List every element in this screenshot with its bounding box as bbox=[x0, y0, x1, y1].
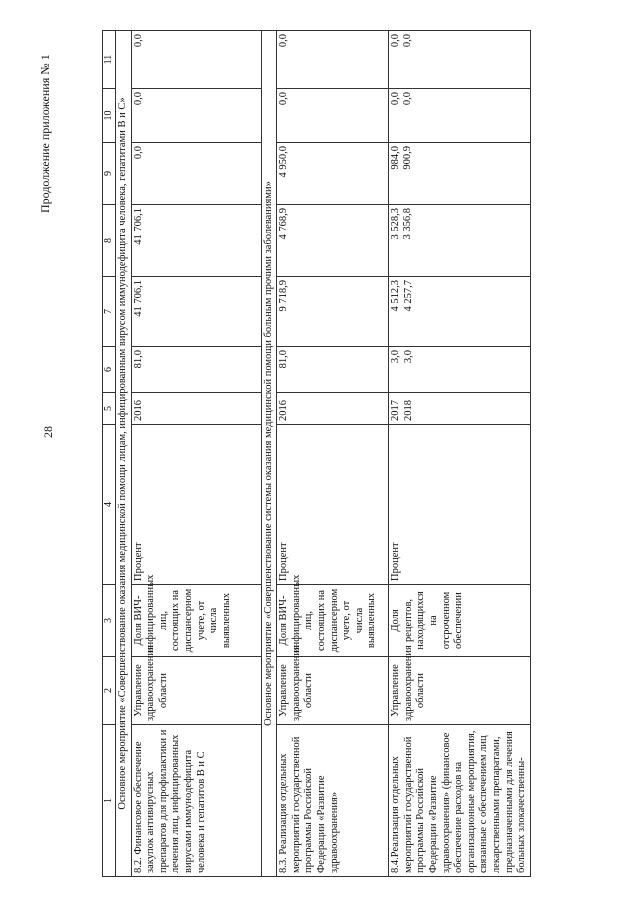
federal-budget-cell bbox=[277, 143, 389, 205]
year-cell bbox=[277, 393, 389, 425]
other-sources-value: 0,0 bbox=[390, 34, 402, 48]
local-budget-value: 0,0 bbox=[132, 92, 144, 106]
target-cell bbox=[389, 347, 531, 393]
header-col-7: 7 bbox=[103, 277, 116, 347]
local-budget-cell bbox=[389, 89, 531, 143]
measure-name: 8.2. Финансовое обеспечение закупок антивирусных препаратов для профилактики и лечения лиц, инфицированных вирусами иммунодефицита человека и гепатитов В и С bbox=[131, 725, 261, 877]
section-row bbox=[116, 31, 132, 877]
header-col-8: 8 bbox=[103, 205, 116, 277]
measure-name: 8.3. Реализация отдельных мероприятий государственной программы Российской Федерации «Развитие здравоохранения» bbox=[277, 725, 389, 877]
header-col-4: 4 bbox=[103, 425, 116, 585]
year-value: 2016 bbox=[132, 400, 144, 421]
regional-budget-cell bbox=[131, 205, 261, 277]
indicator: Доля ВИЧ-инфицированных лиц, состоящих на диспансерном учете, от числа выявленных bbox=[277, 585, 389, 657]
local-budget-cell bbox=[131, 89, 261, 143]
target-value: 3,0 bbox=[390, 350, 402, 364]
unit: Процент bbox=[131, 425, 261, 585]
local-budget-value: 0,0 bbox=[278, 92, 290, 106]
target-value: 81,0 bbox=[278, 350, 290, 369]
total-value: 4 512,3 bbox=[390, 280, 402, 312]
indicator: Доля рецептов, находящихся на отсроченном обеспечении bbox=[389, 585, 531, 657]
table-row bbox=[277, 31, 389, 877]
year-cell bbox=[131, 393, 261, 425]
other-sources-cell bbox=[389, 31, 531, 89]
header-col-2: 2 bbox=[103, 657, 116, 725]
local-budget-cell bbox=[277, 89, 389, 143]
page-number: 28 bbox=[41, 426, 55, 438]
total-cell bbox=[277, 277, 389, 347]
target-value: 3,0 bbox=[403, 350, 415, 364]
header-col-1: 1 bbox=[103, 725, 116, 877]
year-cell bbox=[389, 393, 531, 425]
year-value: 2018 bbox=[403, 400, 415, 421]
regional-budget-cell bbox=[277, 205, 389, 277]
table-row bbox=[389, 31, 531, 877]
regional-budget-value: 3 356,8 bbox=[402, 208, 414, 240]
section-row bbox=[261, 31, 277, 877]
total-value: 41 706,1 bbox=[132, 280, 144, 317]
header-row bbox=[103, 31, 116, 877]
rotated-table-container bbox=[102, 31, 609, 877]
target-cell bbox=[131, 347, 261, 393]
regional-budget-value: 3 528,3 bbox=[390, 208, 402, 240]
header-col-10: 10 bbox=[103, 89, 116, 143]
local-budget-value: 0,0 bbox=[390, 92, 402, 106]
other-sources-cell bbox=[277, 31, 389, 89]
indicator: Доля ВИЧ-инфицированных лиц, состоящих на диспансерном учете, от числа выявленных bbox=[131, 585, 261, 657]
year-value: 2016 bbox=[278, 400, 290, 421]
unit: Процент bbox=[277, 425, 389, 585]
regional-budget-value: 41 706,1 bbox=[132, 208, 144, 245]
header-col-11: 11 bbox=[103, 31, 116, 89]
total-value: 4 257,7 bbox=[403, 280, 415, 312]
federal-budget-value: 4 950,0 bbox=[278, 146, 290, 178]
header-col-9: 9 bbox=[103, 143, 116, 205]
federal-budget-cell bbox=[131, 143, 261, 205]
unit: Процент bbox=[389, 425, 531, 585]
regional-budget-value: 4 768,9 bbox=[278, 208, 290, 240]
federal-budget-value: 900,9 bbox=[402, 146, 414, 170]
section-title: Основное мероприятие «Совершенствование системы оказания медицинской помощи больным прочими заболеваниями» bbox=[261, 31, 277, 877]
measure-name: 8.4.Реализация отдельных мероприятий государственной программы Российской Федерации «Развитие здравоохранения» (финансовое обеспечение расходов на организационные мероприятия, связанные с обеспечением лиц лекарственными препаратами, предназначенными для лечения больных злокачественны- bbox=[389, 725, 531, 877]
federal-budget-value: 984,0 bbox=[390, 146, 402, 170]
regional-budget-cell bbox=[389, 205, 531, 277]
appendix-note: Продолжение приложения № 1 bbox=[38, 54, 52, 213]
section-title: Основное мероприятие «Совершенствование оказания медицинской помощи лицам, инфицированным вирусом иммунодефицита человека, гепатитами В и С» bbox=[116, 31, 132, 877]
header-col-6: 6 bbox=[103, 347, 116, 393]
total-value: 9 718,9 bbox=[278, 280, 290, 312]
other-sources-value: 0,0 bbox=[402, 34, 414, 48]
total-cell bbox=[389, 277, 531, 347]
other-sources-value: 0,0 bbox=[278, 34, 290, 48]
local-budget-value: 0,0 bbox=[402, 92, 414, 106]
table-row bbox=[131, 31, 261, 877]
federal-budget-value: 0,0 bbox=[132, 146, 144, 160]
target-cell bbox=[277, 347, 389, 393]
header-col-5: 5 bbox=[103, 393, 116, 425]
total-cell bbox=[131, 277, 261, 347]
other-sources-value: 0,0 bbox=[132, 34, 144, 48]
executor: Управление здравоохранения области bbox=[131, 657, 261, 725]
program-table bbox=[102, 30, 531, 877]
other-sources-cell bbox=[131, 31, 261, 89]
federal-budget-cell bbox=[389, 143, 531, 205]
header-col-3: 3 bbox=[103, 585, 116, 657]
executor: Управление здравоохранения области bbox=[277, 657, 389, 725]
executor: Управление здравоохранения области bbox=[389, 657, 531, 725]
target-value: 81,0 bbox=[132, 350, 144, 369]
year-value: 2017 bbox=[390, 400, 402, 421]
